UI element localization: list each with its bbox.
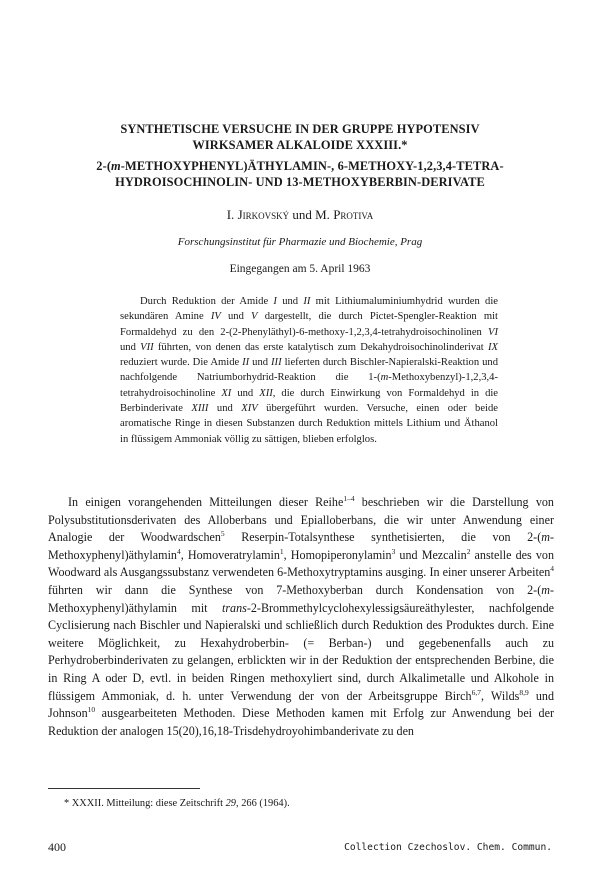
abstract-text: und bbox=[220, 311, 252, 323]
body-text-run: -Methoxyphenyl)äthylamin mit bbox=[48, 582, 554, 615]
author-affiliation: Forschungsinstitut für Pharmazie und Biochemie, Prag bbox=[177, 236, 423, 248]
abstract-text: und bbox=[231, 387, 260, 399]
subtitle-part: 2-( bbox=[96, 159, 112, 173]
journal-name: Collection Czechoslov. Chem. Commun. bbox=[344, 842, 552, 853]
footnote bbox=[64, 797, 290, 811]
italic-prefix: m bbox=[541, 582, 550, 597]
italic-prefix: trans bbox=[221, 600, 247, 615]
compound-ref: XIV bbox=[241, 403, 258, 415]
citation-ref: 1 bbox=[279, 546, 284, 556]
title-line-1: SYNTHETISCHE VERSUCHE IN DER GRUPPE HYPOTENSIV bbox=[120, 122, 480, 136]
body-text-run: , Homoveratrylamin bbox=[180, 547, 280, 562]
abstract-text: , die durch Einwirkung von Formaldehyd in die Berbinderivate bbox=[120, 387, 499, 415]
citation-ref: 3 bbox=[391, 546, 396, 556]
citation-ref: 1–4 bbox=[343, 493, 355, 503]
abstract-text: Durch Reduktion der Amide bbox=[140, 296, 274, 307]
body-paragraph bbox=[48, 494, 554, 740]
article-subtitle bbox=[50, 158, 550, 190]
title-line-2: WIRKSAMER ALKALOIDE XXXIII.* bbox=[192, 138, 408, 152]
footnote-volume: 29 bbox=[225, 798, 236, 809]
abstract-text: mit Lithiumaluminiumhydrid wurden die sekundären Amine bbox=[120, 296, 498, 323]
compound-ref: I bbox=[273, 296, 277, 307]
author-separator: und bbox=[289, 207, 316, 222]
compound-ref: VI bbox=[488, 326, 498, 338]
citation-ref: 4 bbox=[176, 546, 181, 556]
author-1-name: Jirkovský bbox=[237, 207, 290, 222]
author-2-initial: M. bbox=[315, 207, 334, 222]
abstract-text: führten, von denen das erste katalytisch zum Dekahydroisochinolinderivat bbox=[153, 341, 488, 353]
subtitle-part: -METHOXYPHENYL)ÄTHYLAMIN-, 6-METHOXY-1,2,3,4-TETRA- bbox=[120, 159, 504, 173]
citation-ref: 8,9 bbox=[519, 687, 529, 697]
compound-ref: XI bbox=[221, 387, 232, 399]
abstract-text: und bbox=[276, 296, 304, 307]
article-title bbox=[50, 121, 550, 153]
page-number: 400 bbox=[48, 840, 66, 854]
compound-ref: IV bbox=[210, 311, 221, 323]
abstract-text: und bbox=[249, 357, 272, 369]
abstract-text: lieferten durch Bischler-Napieralski-Reaktion und nachfolgende Natriumborhydrid-Reaktion die 1-( bbox=[120, 357, 498, 384]
abstract bbox=[120, 294, 498, 447]
citation-ref: 4 bbox=[550, 564, 554, 574]
author-2-name: Protiva bbox=[333, 207, 374, 222]
abstract-text: -Methoxybenzyl)-1,2,3,4-tetrahydroisochinoline bbox=[120, 372, 498, 399]
subtitle-line-2: HYDROISOCHINOLIN- UND 13-METHOXYBERBIN-DERIVATE bbox=[115, 175, 485, 189]
compound-ref: III bbox=[271, 357, 282, 369]
compound-ref: II bbox=[303, 296, 311, 307]
citation-ref: 10 bbox=[87, 705, 96, 715]
received-date: Eingegangen am 5. April 1963 bbox=[229, 263, 371, 275]
citation-ref: 5 bbox=[220, 529, 225, 539]
body-text-run: anstelle des von Woodward als Ausgangssubstanz verwendeten 6-Methoxytryptamins ausging. In einer unserer Arbeiten bbox=[48, 547, 554, 580]
body-text-run: und Mezcalin bbox=[395, 547, 467, 562]
compound-ref: II bbox=[242, 357, 250, 369]
compound-ref: IX bbox=[488, 341, 498, 353]
footnote-divider bbox=[48, 788, 200, 789]
author-line bbox=[0, 207, 600, 223]
abstract-paragraph bbox=[120, 294, 498, 447]
body-text-run: und Johnson bbox=[48, 688, 554, 721]
abstract-text: und bbox=[208, 403, 242, 415]
subtitle-italic-m: m bbox=[111, 159, 121, 173]
abstract-text: übergeführt wurden. Versuche, einen oder beide aromatische Ringe in diesen Substanzen durch Reduktion mittels Lithium und Äthanol in flüssigem Ammoniak völlig zu sättigen, blieben erfolglos. bbox=[120, 403, 498, 445]
citation-ref: 6,7 bbox=[471, 687, 481, 697]
italic-prefix: m bbox=[380, 372, 389, 384]
body-text-run: -2-Brommethylcyclohexylessigsäureäthylester, nachfolgende Cyclisierung nach Bischler und Napieralski und schließlich durch Reduktion des Produktes durch. Eine weitere Möglichkeit, zu Hexahydroberbin- (= Berban-) und gegebenenfalls auch zu Perhydroberbinderivaten zu gelangen, erblickten wir in der Reduktion der entsprechenden Berbine, die in Ring A oder D, evtl. in beiden Ringen methoxyliert sind, durch Alkalimetalle und Alkohole in flüssigem Ammoniak, d. h. unter Verwendung der von der Arbeitsgruppe Birch bbox=[48, 600, 554, 703]
body-text-run: Reserpin-Totalsynthese synthetisierten, die von 2-( bbox=[224, 530, 542, 545]
body-text bbox=[48, 494, 554, 740]
abstract-text: reduziert wurde. Die Amide bbox=[120, 357, 243, 369]
body-text-run: In einigen vorangehenden Mitteilungen dieser Reihe bbox=[68, 495, 344, 509]
body-text-run: -Methoxyphenyl)äthylamin bbox=[48, 530, 554, 562]
body-text-run: führten wir dann die Synthese von 7-Methoxyberban durch Kondensation von 2-( bbox=[48, 582, 542, 597]
compound-ref: XIII bbox=[191, 403, 209, 415]
body-text-run: , Homopiperonylamin bbox=[283, 547, 392, 562]
author-1-initial: I. bbox=[226, 207, 238, 222]
body-text-run: , Wilds bbox=[480, 688, 520, 703]
abstract-text: und bbox=[120, 341, 141, 353]
italic-prefix: m bbox=[541, 530, 550, 545]
abstract-text: dargestellt, die durch Pictet-Spengler-Reaktion mit Formaldehyd zu den 2-(2-Phenyläthyl)-6-methoxy-1,2,3,4-tetrahydroisochinolinen bbox=[120, 311, 498, 338]
citation-ref: 2 bbox=[466, 546, 471, 556]
footnote-text: , 266 (1964). bbox=[236, 798, 290, 809]
compound-ref: V bbox=[251, 311, 258, 323]
body-text-run: beschrieben wir die Darstellung von Polysubstitutionsderivaten des Alloberbans und Epialloberbans, die wir unter Anwendung einer Analogie der Woodwardschen bbox=[48, 495, 554, 545]
compound-ref: VII bbox=[140, 341, 154, 353]
footnote-text: * XXXII. Mitteilung: diese Zeitschrift bbox=[64, 798, 226, 809]
compound-ref: XII bbox=[259, 387, 273, 399]
body-text-run: ausgearbeiteten Methoden. Diese Methoden kamen mit Erfolg zur Anwendung bei der Reduktion der analogen 15(20),16,18-Trisdehydroyohimbanderivate zu den bbox=[48, 706, 554, 738]
